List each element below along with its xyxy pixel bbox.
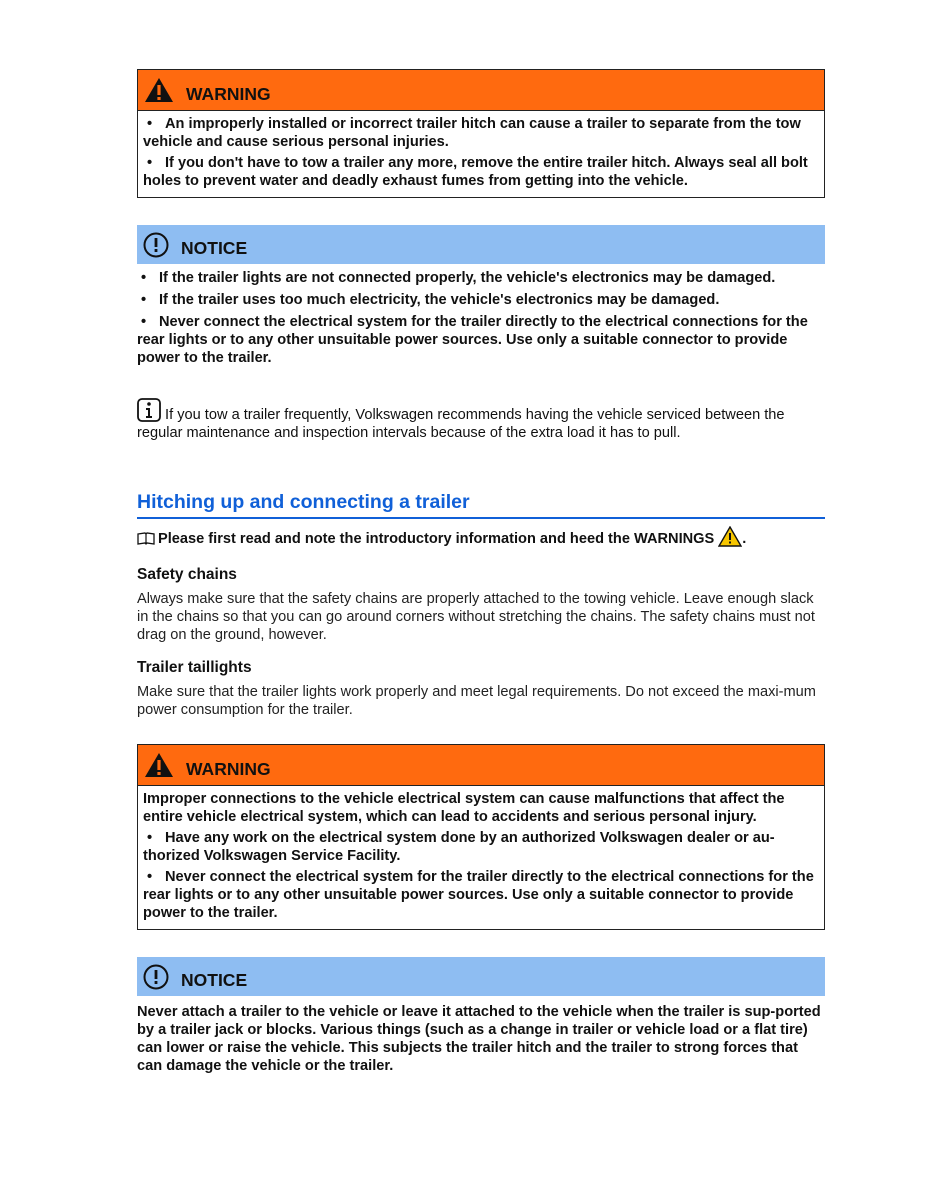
trailer-taillights-text: Make sure that the trailer lights work properly and meet legal requirements. Do not exceed the maxi-mum power consumption for the trailer. <box>137 684 816 718</box>
trailer-taillights <box>137 659 825 719</box>
section-heading: Hitching up and connecting a trailer <box>137 491 825 519</box>
notice-header <box>137 957 825 996</box>
warning-lead: Improper connections to the vehicle electrical system can cause malfunctions that affect the entire vehicle electrical system, which can lead to accidents and serious personal injury. <box>143 791 785 825</box>
notice-item-text: If the trailer uses too much electricity, the vehicle's electronics may be damaged. <box>159 292 720 308</box>
exclamation-circle-icon <box>143 964 169 990</box>
warning-item-text: Have any work on the electrical system done by an authorized Volkswagen dealer or au-thorized Volkswagen Service Facility. <box>143 830 775 864</box>
bullet: • <box>147 830 153 846</box>
notice-body <box>137 1003 825 1075</box>
info-text: If you tow a trailer frequently, Volkswagen recommends having the vehicle serviced between the regular maintenance and inspection intervals because of the extra load it has to pull. <box>137 407 785 441</box>
notice-item-text: If the trailer lights are not connected properly, the vehicle's electronics may be damaged. <box>159 270 776 286</box>
warning-item <box>143 154 819 190</box>
notice-item <box>137 269 825 287</box>
safety-chains <box>137 566 825 644</box>
warning-title: WARNING <box>186 83 271 104</box>
warning-item-text: If you don't have to tow a trailer any more, remove the entire trailer hitch. Always seal all bolt holes to prevent water and deadly exhaust fumes from getting into the vehicle. <box>143 155 808 189</box>
warning-title: WARNING <box>186 758 271 779</box>
notice-item-text: Never connect the electrical system for the trailer directly to the electrical connections for the rear lights or to any other unsuitable power sources. Use only a suitable connector to provide power to the trailer. <box>137 314 808 366</box>
notice-header <box>137 225 825 264</box>
safety-chains-title: Safety chains <box>137 566 237 583</box>
info-icon <box>137 398 161 422</box>
warning-item <box>143 115 819 151</box>
notice-box-2 <box>137 957 825 1075</box>
notice-box-1 <box>137 225 825 367</box>
warning-header <box>138 70 824 111</box>
info-note <box>137 398 825 442</box>
warning-item <box>143 868 819 922</box>
bullet: • <box>147 155 153 171</box>
trailer-taillights-title: Trailer taillights <box>137 659 252 676</box>
bullet: • <box>141 314 147 330</box>
intro-text: Please first read and note the introductory information and heed the WARNINGS <box>158 530 715 547</box>
notice-title: NOTICE <box>181 238 248 258</box>
warning-box-1 <box>137 69 825 198</box>
warning-item-text: Never connect the electrical system for the trailer directly to the electrical connections for the rear lights or to any other unsuitable power sources. Use only a suitable connector to provide power to the trailer. <box>143 869 814 921</box>
bullet: • <box>147 116 153 132</box>
book-icon <box>137 532 155 546</box>
notice-item <box>137 313 825 367</box>
warning-box-2 <box>137 744 825 930</box>
notice-item <box>137 291 825 309</box>
intro-line <box>137 530 825 547</box>
warning-triangle-icon <box>144 77 174 103</box>
intro-end: . <box>742 530 747 547</box>
safety-chains-text: Always make sure that the safety chains are properly attached to the towing vehicle. Leave enough slack in the chains so that you can go around corners without stretching the chains. The safety chains must not drag on the ground, however. <box>137 591 815 643</box>
warning-header <box>138 745 824 786</box>
bullet: • <box>141 292 147 308</box>
notice-title: NOTICE <box>181 970 248 990</box>
warning-item-text: An improperly installed or incorrect trailer hitch can cause a trailer to separate from the tow vehicle and cause serious personal injuries. <box>143 116 801 150</box>
warning-body <box>138 111 824 197</box>
bullet: • <box>147 869 153 885</box>
warning-triangle-icon <box>144 752 174 778</box>
warning-triangle-icon <box>718 526 742 547</box>
bullet: • <box>141 270 147 286</box>
notice-text: Never attach a trailer to the vehicle or leave it attached to the vehicle when the trailer is sup-ported by a trailer jack or blocks. Various things (such as a change in trailer or vehicle load or a flat tire) can lower or raise the vehicle. This subjects the trailer hitch and the trailer to strong forces that can damage the vehicle or the trailer. <box>137 1004 821 1074</box>
warning-body <box>138 786 824 929</box>
warning-item <box>143 829 819 865</box>
notice-body <box>137 269 825 367</box>
section-heading-wrap <box>137 491 825 519</box>
exclamation-circle-icon <box>143 232 169 258</box>
